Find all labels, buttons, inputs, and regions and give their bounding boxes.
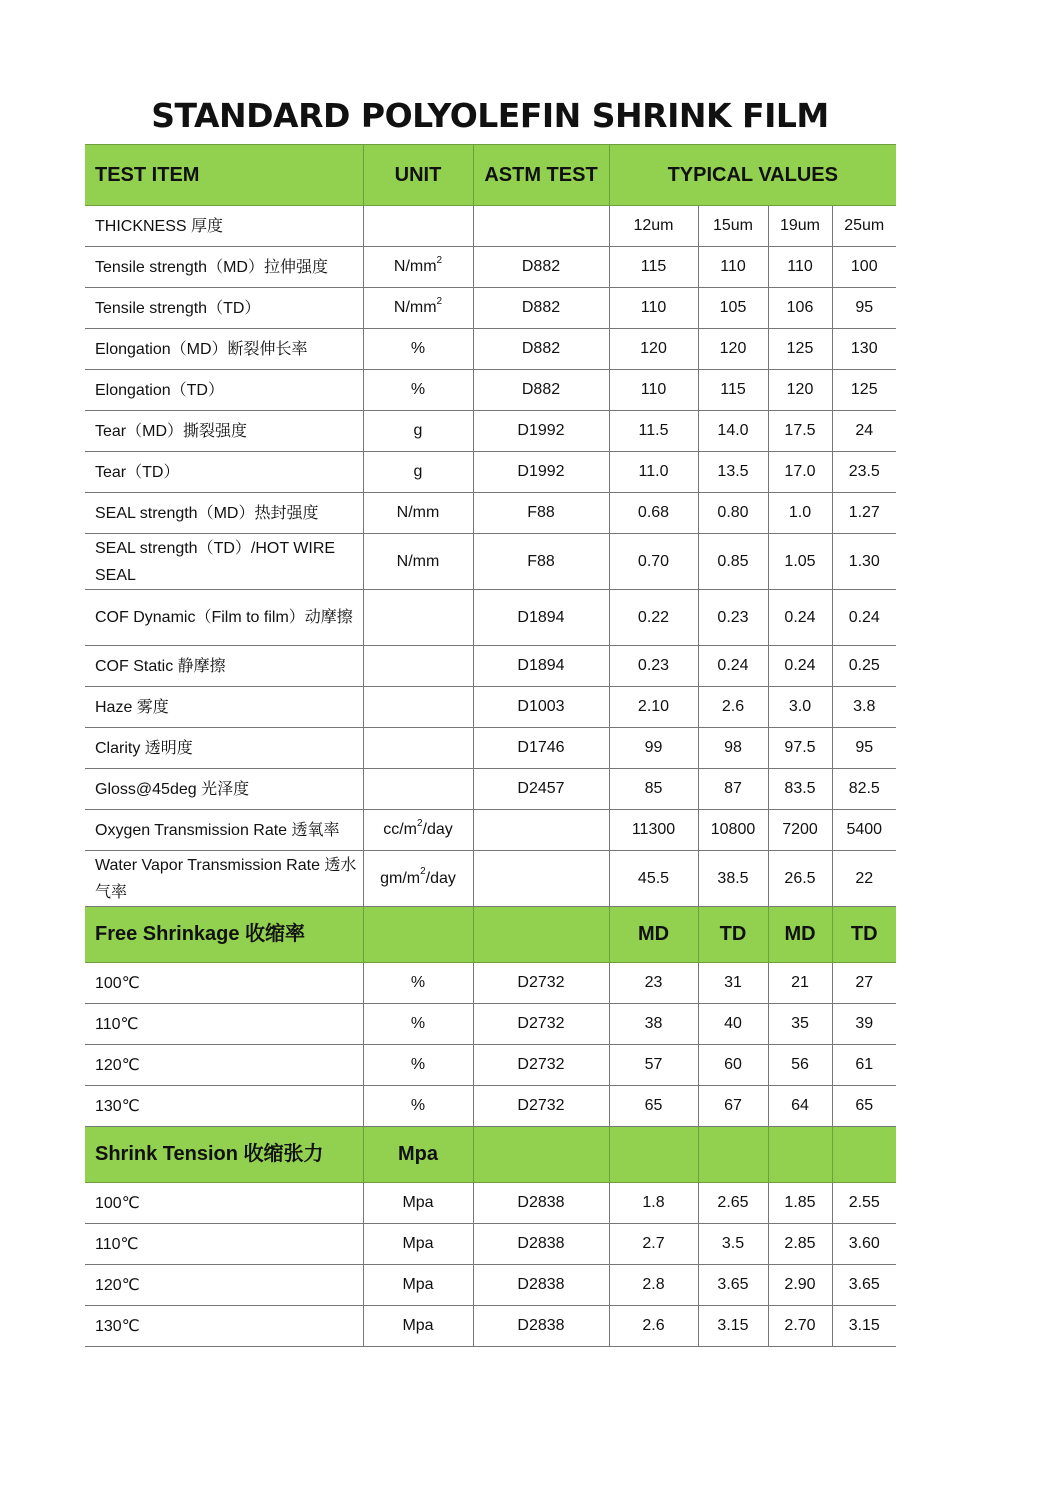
astm-test: D2732: [473, 1004, 609, 1045]
unit-cell: [363, 411, 473, 452]
unit-cell: Mpa: [363, 1306, 473, 1347]
typical-value: 95: [832, 288, 896, 329]
typical-value: 0.68: [609, 493, 698, 534]
typical-value: 0.24: [768, 646, 832, 687]
typical-value: 11300: [609, 810, 698, 851]
temperature-label: 120℃: [85, 1045, 363, 1086]
header-astm-test: ASTM TEST: [473, 145, 609, 206]
unit-cell: [363, 370, 473, 411]
header-test-item: TEST ITEM: [85, 145, 363, 206]
temperature-label: 100℃: [85, 1183, 363, 1224]
section-column-label: MD: [609, 907, 698, 963]
spec-table: [85, 144, 896, 1347]
typical-value: 11.0: [609, 452, 698, 493]
table-row: [85, 769, 896, 810]
typical-value: 0.24: [832, 590, 896, 646]
typical-value: 22: [832, 851, 896, 907]
thickness-value: 12um: [609, 206, 698, 247]
section-column-label: TD: [832, 907, 896, 963]
typical-value: 38: [609, 1004, 698, 1045]
unit-text: N/mm: [396, 504, 440, 521]
table-row: [85, 329, 896, 370]
typical-value: 7200: [768, 810, 832, 851]
unit-cell: [363, 810, 473, 851]
typical-value: 130: [832, 329, 896, 370]
unit-cell: [363, 728, 473, 769]
typical-value: 3.65: [832, 1265, 896, 1306]
property-name: Elongation（MD）断裂伸长率: [85, 329, 363, 370]
unit-text: %: [410, 381, 426, 398]
typical-value: 17.5: [768, 411, 832, 452]
typical-value: 115: [609, 247, 698, 288]
astm-test: D1003: [473, 687, 609, 728]
typical-value: 1.30: [832, 534, 896, 590]
typical-value: 110: [698, 247, 768, 288]
section-column-label: [698, 1127, 768, 1183]
thickness-unit-cell: [363, 206, 473, 247]
typical-value: 2.55: [832, 1183, 896, 1224]
typical-value: 1.85: [768, 1183, 832, 1224]
typical-value: 0.23: [609, 646, 698, 687]
typical-value: 39: [832, 1004, 896, 1045]
property-name: Tensile strength（MD）拉伸强度: [85, 247, 363, 288]
document-title: STANDARD POLYOLEFIN SHRINK FILM: [151, 96, 829, 135]
property-name: SEAL strength（TD）/HOT WIRE SEAL: [85, 534, 363, 590]
typical-value: 120: [698, 329, 768, 370]
astm-test: D2732: [473, 1045, 609, 1086]
temperature-label: 100℃: [85, 963, 363, 1004]
typical-value: 1.27: [832, 493, 896, 534]
typical-value: 35: [768, 1004, 832, 1045]
typical-value: 0.23: [698, 590, 768, 646]
header-typical-values: TYPICAL VALUES: [609, 145, 896, 206]
typical-value: 38.5: [698, 851, 768, 907]
table-row: [85, 1306, 896, 1347]
unit-cell: %: [363, 1045, 473, 1086]
typical-value: 26.5: [768, 851, 832, 907]
typical-value: 11.5: [609, 411, 698, 452]
typical-value: 0.25: [832, 646, 896, 687]
typical-value: 23.5: [832, 452, 896, 493]
unit-cell: Mpa: [363, 1265, 473, 1306]
temperature-label: 110℃: [85, 1224, 363, 1265]
typical-value: 23: [609, 963, 698, 1004]
typical-value: 10800: [698, 810, 768, 851]
typical-value: 85: [609, 769, 698, 810]
temperature-label: 120℃: [85, 1265, 363, 1306]
typical-value: 106: [768, 288, 832, 329]
astm-test: D2732: [473, 1086, 609, 1127]
table-row: [85, 411, 896, 452]
table-row: [85, 687, 896, 728]
unit-cell: [363, 247, 473, 288]
unit-text: %: [410, 340, 426, 357]
section-column-label: [768, 1127, 832, 1183]
property-name: SEAL strength（MD）热封强度: [85, 493, 363, 534]
typical-value: 87: [698, 769, 768, 810]
typical-value: 3.60: [832, 1224, 896, 1265]
unit-text: g: [413, 463, 423, 480]
typical-value: 105: [698, 288, 768, 329]
astm-test: F88: [473, 493, 609, 534]
property-name: Haze 雾度: [85, 687, 363, 728]
table-row: [85, 590, 896, 646]
section-astm: [473, 907, 609, 963]
section-column-label: TD: [698, 907, 768, 963]
typical-value: 61: [832, 1045, 896, 1086]
unit-cell: [363, 452, 473, 493]
typical-value: 95: [832, 728, 896, 769]
thickness-value: 25um: [832, 206, 896, 247]
typical-value: 125: [832, 370, 896, 411]
property-name: Oxygen Transmission Rate 透氧率: [85, 810, 363, 851]
typical-value: 110: [609, 370, 698, 411]
typical-value: 45.5: [609, 851, 698, 907]
typical-value: 67: [698, 1086, 768, 1127]
section-title: Shrink Tension 收缩张力: [85, 1127, 363, 1183]
typical-value: 110: [609, 288, 698, 329]
typical-value: 2.85: [768, 1224, 832, 1265]
table-row: [85, 247, 896, 288]
property-name: Clarity 透明度: [85, 728, 363, 769]
thickness-row: [85, 206, 896, 247]
table-row: [85, 1265, 896, 1306]
typical-value: 2.65: [698, 1183, 768, 1224]
property-name: Tear（TD）: [85, 452, 363, 493]
property-name: Elongation（TD）: [85, 370, 363, 411]
section-title: Free Shrinkage 收缩率: [85, 907, 363, 963]
typical-value: 40: [698, 1004, 768, 1045]
thickness-label: THICKNESS 厚度: [85, 206, 363, 247]
table-row: [85, 728, 896, 769]
table-row: [85, 851, 896, 907]
temperature-label: 130℃: [85, 1086, 363, 1127]
table-row: [85, 1086, 896, 1127]
typical-value: 0.22: [609, 590, 698, 646]
astm-test: D882: [473, 329, 609, 370]
typical-value: 125: [768, 329, 832, 370]
unit-cell: [363, 646, 473, 687]
typical-value: 83.5: [768, 769, 832, 810]
typical-value: 97.5: [768, 728, 832, 769]
typical-value: 99: [609, 728, 698, 769]
typical-value: 98: [698, 728, 768, 769]
unit-superscript: 2: [436, 254, 443, 266]
table-header-row: [85, 145, 896, 206]
typical-value: 17.0: [768, 452, 832, 493]
thickness-astm-cell: [473, 206, 609, 247]
unit-text: cc/m: [383, 821, 417, 838]
unit-cell: %: [363, 1004, 473, 1045]
typical-value: 3.8: [832, 687, 896, 728]
unit-cell: [363, 590, 473, 646]
typical-value: 2.10: [609, 687, 698, 728]
astm-test: D1992: [473, 452, 609, 493]
unit-cell: [363, 851, 473, 907]
unit-text: N/mm: [393, 258, 437, 275]
section-unit: Mpa: [363, 1127, 473, 1183]
typical-value: 2.70: [768, 1306, 832, 1347]
unit-cell: [363, 288, 473, 329]
typical-value: 3.65: [698, 1265, 768, 1306]
typical-value: 1.0: [768, 493, 832, 534]
unit-cell: %: [363, 963, 473, 1004]
property-name: Water Vapor Transmission Rate 透水气率: [85, 851, 363, 907]
typical-value: 65: [609, 1086, 698, 1127]
astm-test: [473, 810, 609, 851]
astm-test: D2838: [473, 1183, 609, 1224]
typical-value: 31: [698, 963, 768, 1004]
typical-value: 0.24: [698, 646, 768, 687]
typical-value: 2.8: [609, 1265, 698, 1306]
table-row: [85, 810, 896, 851]
typical-value: 2.6: [698, 687, 768, 728]
section-column-label: [609, 1127, 698, 1183]
astm-test: F88: [473, 534, 609, 590]
unit-text: gm/m: [380, 869, 421, 887]
typical-value: 0.80: [698, 493, 768, 534]
astm-test: D2838: [473, 1306, 609, 1347]
typical-value: 115: [698, 370, 768, 411]
unit-cell: [363, 493, 473, 534]
typical-value: 56: [768, 1045, 832, 1086]
astm-test: D882: [473, 247, 609, 288]
section-column-label: [832, 1127, 896, 1183]
unit-cell: [363, 687, 473, 728]
typical-value: 3.0: [768, 687, 832, 728]
typical-value: 24: [832, 411, 896, 452]
table-row: [85, 1224, 896, 1265]
table-row: [85, 646, 896, 687]
property-name: Tear（MD）撕裂强度: [85, 411, 363, 452]
unit-cell: Mpa: [363, 1224, 473, 1265]
unit-superscript: 2: [416, 817, 423, 829]
typical-value: 5400: [832, 810, 896, 851]
typical-value: 2.90: [768, 1265, 832, 1306]
astm-test: D1894: [473, 590, 609, 646]
typical-value: 27: [832, 963, 896, 1004]
table-row: [85, 1045, 896, 1086]
unit-cell: [363, 329, 473, 370]
typical-value: 60: [698, 1045, 768, 1086]
astm-test: D2838: [473, 1265, 609, 1306]
table-row: [85, 1004, 896, 1045]
unit-superscript: 2: [436, 295, 443, 307]
unit-text: N/mm: [396, 552, 440, 570]
unit-cell: [363, 769, 473, 810]
unit-superscript: 2: [420, 866, 426, 878]
header-unit: UNIT: [363, 145, 473, 206]
unit-suffix: /day: [425, 869, 456, 887]
typical-value: 13.5: [698, 452, 768, 493]
table-row: [85, 452, 896, 493]
typical-value: 0.24: [768, 590, 832, 646]
table-row: [85, 534, 896, 590]
astm-test: D882: [473, 370, 609, 411]
table-row: [85, 370, 896, 411]
astm-test: D1992: [473, 411, 609, 452]
typical-value: 0.70: [609, 534, 698, 590]
temperature-label: 110℃: [85, 1004, 363, 1045]
typical-value: 110: [768, 247, 832, 288]
typical-value: 3.15: [832, 1306, 896, 1347]
typical-value: 64: [768, 1086, 832, 1127]
typical-value: 21: [768, 963, 832, 1004]
typical-value: 3.15: [698, 1306, 768, 1347]
table-row: [85, 963, 896, 1004]
typical-value: 0.85: [698, 534, 768, 590]
astm-test: D882: [473, 288, 609, 329]
astm-test: D2732: [473, 963, 609, 1004]
property-name: Gloss@45deg 光泽度: [85, 769, 363, 810]
typical-value: 120: [768, 370, 832, 411]
property-name: COF Static 静摩擦: [85, 646, 363, 687]
astm-test: D2838: [473, 1224, 609, 1265]
astm-test: D1746: [473, 728, 609, 769]
section-column-label: MD: [768, 907, 832, 963]
typical-value: 82.5: [832, 769, 896, 810]
unit-cell: [363, 534, 473, 590]
thickness-value: 15um: [698, 206, 768, 247]
typical-value: 2.6: [609, 1306, 698, 1347]
typical-value: 2.7: [609, 1224, 698, 1265]
typical-value: 100: [832, 247, 896, 288]
free-shrinkage-header-row: [85, 907, 896, 963]
property-name: Tensile strength（TD）: [85, 288, 363, 329]
table-row: [85, 1183, 896, 1224]
typical-value: 1.8: [609, 1183, 698, 1224]
unit-cell: %: [363, 1086, 473, 1127]
unit-suffix: /day: [422, 821, 453, 838]
typical-value: 1.05: [768, 534, 832, 590]
section-astm: [473, 1127, 609, 1183]
unit-text: N/mm: [393, 299, 437, 316]
section-unit: [363, 907, 473, 963]
typical-value: 120: [609, 329, 698, 370]
shrink-tension-header-row: [85, 1127, 896, 1183]
unit-text: g: [413, 422, 423, 439]
table-row: [85, 493, 896, 534]
astm-test: [473, 851, 609, 907]
table-row: [85, 288, 896, 329]
unit-cell: Mpa: [363, 1183, 473, 1224]
property-name: COF Dynamic（Film to film）动摩擦: [85, 590, 363, 646]
astm-test: D1894: [473, 646, 609, 687]
temperature-label: 130℃: [85, 1306, 363, 1347]
typical-value: 65: [832, 1086, 896, 1127]
astm-test: D2457: [473, 769, 609, 810]
typical-value: 57: [609, 1045, 698, 1086]
typical-value: 14.0: [698, 411, 768, 452]
typical-value: 3.5: [698, 1224, 768, 1265]
thickness-value: 19um: [768, 206, 832, 247]
